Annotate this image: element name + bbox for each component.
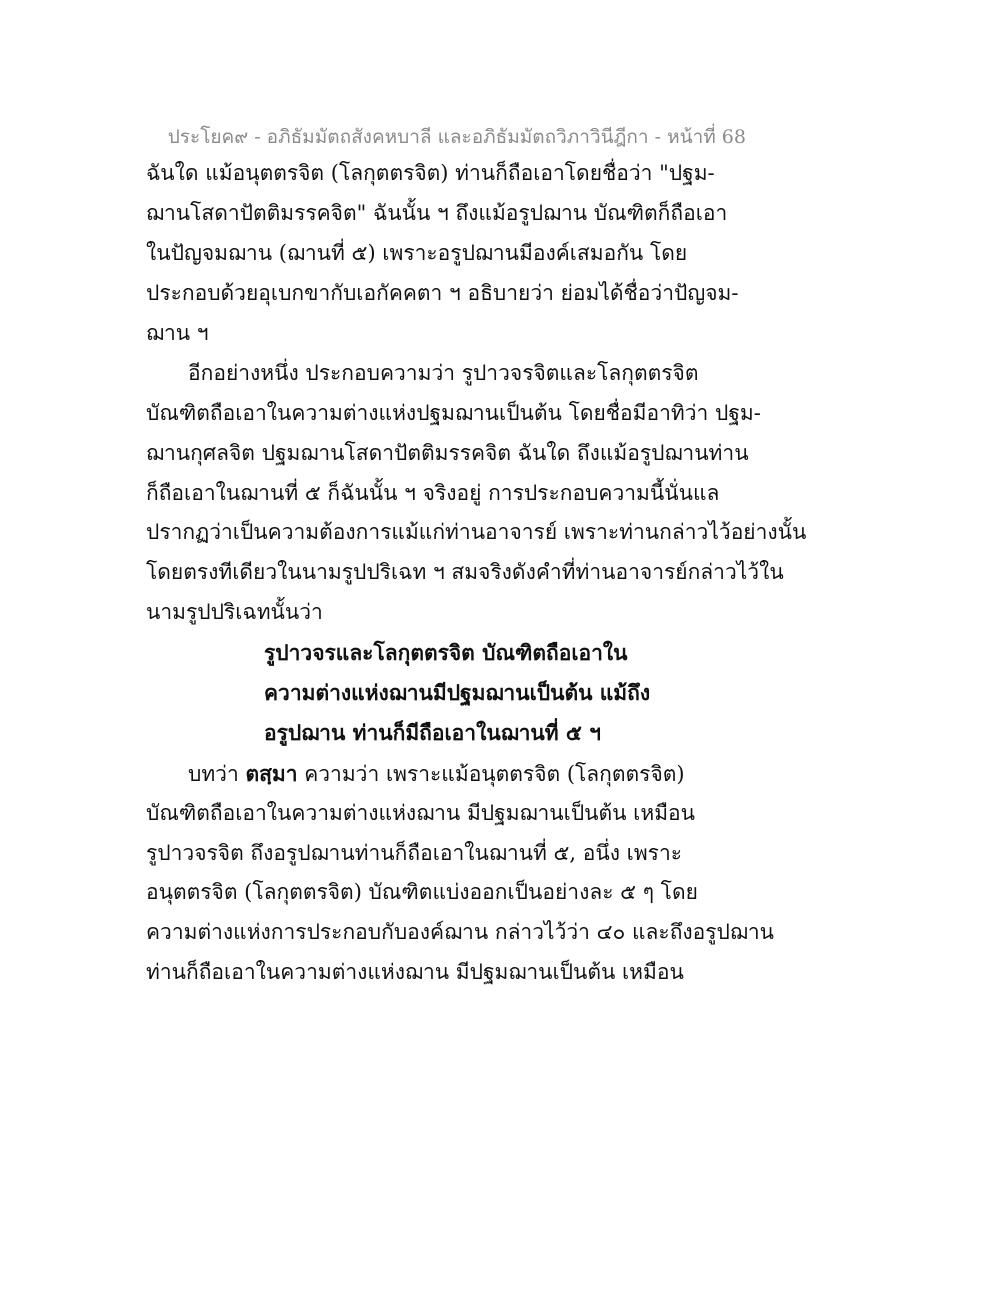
paragraph-line: ท่านก็ถือเอาในความต่างแห่งฌาน มีปฐมฌานเป็นต้น เหมือน: [146, 960, 684, 984]
paragraph-line: ฌานโสดาปัตติมรรคจิต" ฉันนั้น ฯ ถึงแม้อรูปฌาน บัณฑิตก็ถือเอา: [146, 201, 728, 225]
quote-line: รูปาวจรและโลกุตตรจิต บัณฑิตถือเอาใน: [264, 640, 628, 665]
paragraph-line: โดยตรงทีเดียวในนามรูปปริเฉท ฯ สมจริงดังคำที่ท่านอาจารย์กล่าวไว้ใน: [146, 560, 784, 584]
paragraph-line: ประกอบด้วยอุเบกขากับเอกัคคตา ฯ อธิบายว่า ย่อมได้ชื่อว่าปัญจม-: [146, 281, 739, 305]
paragraph-line: ความต่างแห่งการประกอบกับองค์ฌาน กล่าวไว้ว่า ๔๐ และถึงอรูปฌาน: [146, 920, 774, 944]
paragraph-line: ฌาน ฯ: [146, 321, 209, 345]
quote-line: ความต่างแห่งฌานมีปฐมฌานเป็นต้น แม้ถึง: [264, 680, 651, 705]
quote-line: อรูปฌาน ท่านก็มีถือเอาในฌานที่ ๕ ฯ: [264, 720, 601, 745]
bold-term: ตสฺมา: [245, 761, 298, 786]
paragraph-line: รูปาวจรจิต ถึงอรูปฌานท่านก็ถือเอาในฌานที่ ๕, อนึ่ง เพราะ: [146, 841, 683, 865]
paragraph-line: บัณฑิตถือเอาในความต่างแห่งฌาน มีปฐมฌานเป็นต้น เหมือน: [146, 801, 696, 825]
paragraph-line: ฉันใด แม้อนุตตรจิต (โลกุตตรจิต) ท่านก็ถือเอาโดยชื่อว่า "ปฐม-: [146, 161, 715, 185]
page-header: ประโยค๙ - อภิธัมมัตถสังคหบาลี และอภิธัมมัตถวิภาวินีฎีกา - หน้าที่ 68: [167, 126, 746, 148]
paragraph-line: ในปัญจมฌาน (ฌานที่ ๕) เพราะอรูปฌานมีองค์เสมอกัน โดย: [146, 241, 688, 265]
paragraph-line: นามรูปปริเฉทนั้นว่า: [146, 600, 323, 624]
paragraph-line: อนุตตรจิต (โลกุตตรจิต) บัณฑิตแบ่งออกเป็นอย่างละ ๕ ๆ โดย: [146, 880, 698, 904]
paragraph-prefix: บทว่า: [188, 762, 246, 786]
paragraph-line: ฌานกุศลจิต ปฐมฌานโสดาปัตติมรรคจิต ฉันใด ถึงแม้อรูปฌานท่าน: [146, 441, 749, 465]
paragraph-line: บัณฑิตถือเอาในความต่างแห่งปฐมฌานเป็นต้น โดยชื่อมีอาทิว่า ปฐม-: [146, 401, 761, 425]
paragraph-rest: ความว่า เพราะแม้อนุตตรจิต (โลกุตตรจิต): [297, 762, 685, 786]
paragraph-line: อีกอย่างหนึ่ง ประกอบความว่า รูปาวจรจิตและโลกุตตรจิต: [188, 361, 699, 385]
paragraph-line: [188, 763, 685, 785]
paragraph-line: ปรากฏว่าเป็นความต้องการแม้แก่ท่านอาจารย์ เพราะท่านกล่าวไว้อย่างนั้น: [146, 520, 807, 544]
paragraph-line: ก็ถือเอาในฌานที่ ๕ ก็ฉันนั้น ฯ จริงอยู่ การประกอบความนี้นั่นแล: [146, 481, 720, 505]
